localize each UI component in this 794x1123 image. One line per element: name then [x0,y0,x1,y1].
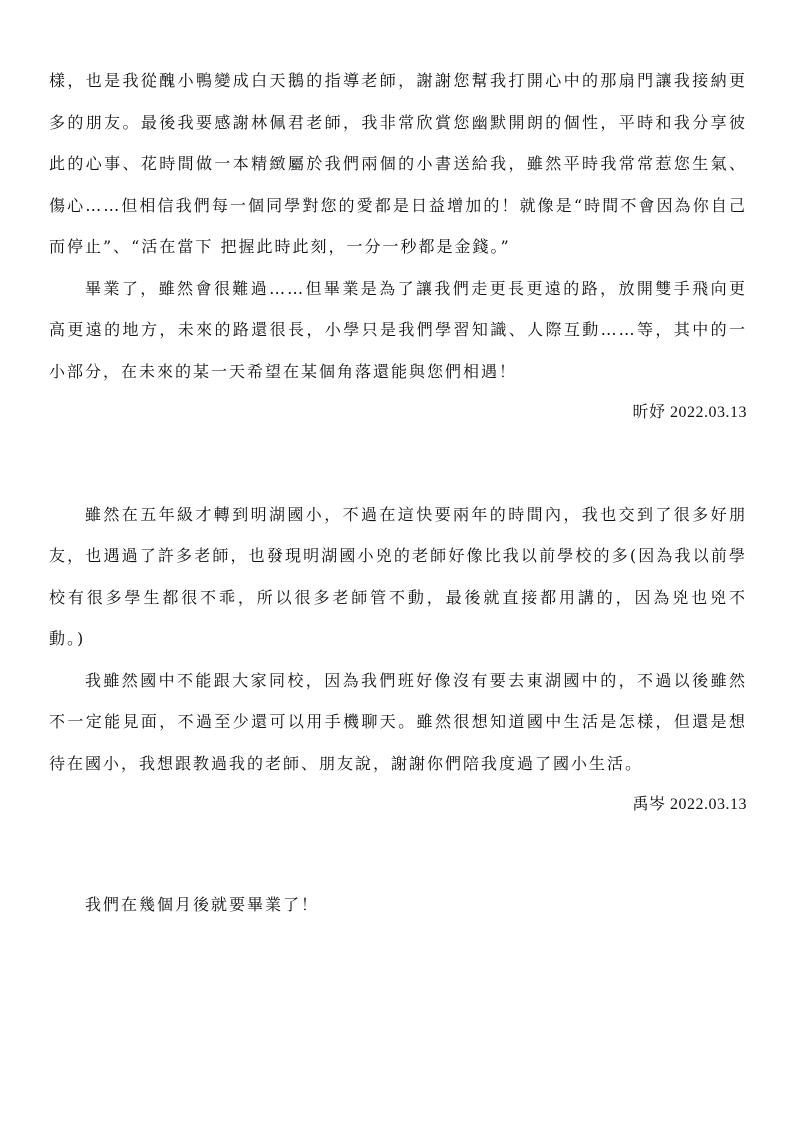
signature-date: 昕妤 2022.03.13 [632,404,747,421]
signature-date: 禹岑 2022.03.13 [632,796,747,813]
section-spacer [49,826,747,884]
paragraph: 雖然在五年級才轉到明湖國小，不過在這快要兩年的時間內，我也交到了很多好朋友，也遇過了許多老師，也發現明湖國小兇的老師好像比我以前學校的多(因為我以前學校有很多學生都很不乖，所以很多老師管不動，最後就直接都用講的，因為兇也兇不動。) [49,504,747,648]
section-spacer [49,434,747,494]
document-page [49,60,747,925]
letter-section-3 [49,884,747,926]
paragraph: 我們在幾個月後就要畢業了！ [85,894,320,914]
paragraph: 畢業了，雖然會很難過……但畢業是為了讓我們走更長更遠的路，放開雙手飛向更高更遠的地方，未來的路還很長，小學只是我們學習知識、人際互動……等，其中的一小部分，在未來的某一天希望在某個角落還能與您們相遇！ [49,278,747,381]
letter-section-2 [49,494,747,826]
paragraph-continuation: 樣，也是我從醜小鴨變成白天鵝的指導老師，謝謝您幫我打開心中的那扇門讓我接納更多的朋友。最後我要感謝林佩君老師，我非常欣賞您幽默開朗的個性，平時和我分享彼此的心事、花時間做一本精緻屬於我們兩個的小書送給我，雖然平時我常常惹您生氣、傷心……但相信我們每一個同學對您的愛都是日益增加的！就像是“時間不會因為你自己而停止”、“活在當下 把握此時此刻，一分一秒都是金錢。” [49,71,747,256]
letter-section-1 [49,60,747,434]
paragraph: 我雖然國中不能跟大家同校，因為我們班好像沒有要去東湖國中的，不過以後雖然不一定能見面，不過至少還可以用手機聊天。雖然很想知道國中生活是怎樣，但還是想待在國小，我想跟教過我的老師、朋友說，謝謝你們陪我度過了國小生活。 [49,670,747,773]
